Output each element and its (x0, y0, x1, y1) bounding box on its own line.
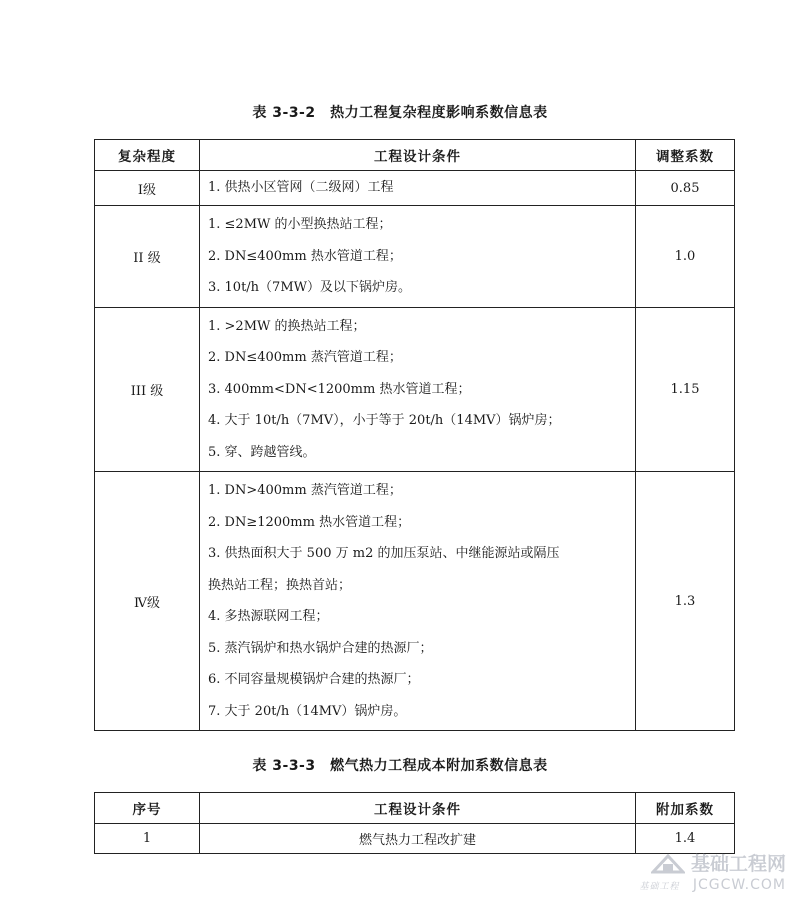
design-conditions (200, 307, 636, 472)
condition-line: 1. DN>400mm 蒸汽管道工程； (208, 483, 402, 498)
table-row (95, 472, 735, 731)
design-conditions (200, 206, 636, 308)
table-row (95, 307, 735, 472)
adjustment-coefficient: 0.85 (636, 171, 735, 206)
additional-coefficient-table (94, 792, 735, 854)
condition-line: 3. 10t/h（7MW）及以下锅炉房。 (208, 280, 411, 295)
table-row (95, 171, 735, 206)
condition-line: 1. 供热小区管网（二级网）工程 (208, 180, 394, 195)
header-number: 序号 (95, 793, 200, 824)
complexity-table (94, 139, 735, 731)
header-coefficient: 调整系数 (636, 140, 735, 171)
header-additional-coefficient: 附加系数 (636, 793, 735, 824)
adjustment-coefficient: 1.15 (636, 307, 735, 472)
complexity-level: Ⅰ级 (95, 171, 200, 206)
design-conditions (200, 472, 636, 731)
complexity-level: II 级 (95, 206, 200, 308)
header-conditions: 工程设计条件 (200, 793, 636, 824)
condition-line: 换热站工程；换热首站； (208, 577, 352, 593)
header-conditions: 工程设计条件 (200, 140, 636, 171)
watermark (639, 849, 786, 893)
watermark-small: 基础工程 (639, 882, 680, 892)
condition-line: 2. DN≤400mm 热水管道工程； (208, 248, 402, 264)
condition-line: 5. 蒸汽锅炉和热水锅炉合建的热源厂； (208, 640, 433, 656)
condition-line: 3. 400mm<DN<1200mm 热水管道工程； (208, 381, 471, 397)
header-complexity: 复杂程度 (95, 140, 200, 171)
condition-line: 1. >2MW 的换热站工程； (208, 318, 366, 334)
table1-title: 表 3-3-2 热力工程复杂程度影响系数信息表 (252, 105, 548, 121)
condition-line: 4. 大于 10t/h（7MV），小于等于 20t/h（14MV）锅炉房； (208, 413, 561, 428)
table-header-row (95, 140, 735, 171)
adjustment-coefficient: 1.0 (636, 206, 735, 308)
condition-line: 3. 供热面积大于 500 万 m2 的加压泵站、中继能源站或隔压 (208, 546, 560, 561)
table-header-row (95, 793, 735, 824)
watermark-url: JCGCW.COM (692, 877, 786, 893)
watermark-cn: 基础工程网 (690, 853, 786, 875)
design-conditions (200, 171, 636, 206)
adjustment-coefficient: 1.3 (636, 472, 735, 731)
condition-line: 6. 不同容量规模锅炉合建的热源厂； (208, 672, 420, 687)
condition-line: 5. 穿、跨越管线。 (208, 444, 316, 460)
condition-line: 7. 大于 20t/h（14MV）锅炉房。 (208, 703, 407, 719)
logo-icon (651, 852, 685, 874)
complexity-level: III 级 (95, 307, 200, 472)
table2-title: 表 3-3-3 燃气热力工程成本附加系数信息表 (252, 758, 548, 774)
complexity-level: Ⅳ级 (95, 472, 200, 731)
additional-coefficient: 1.4 (636, 824, 735, 854)
condition-line: 2. DN≤400mm 蒸汽管道工程； (208, 350, 402, 365)
row-number: 1 (95, 824, 200, 854)
condition-line: 2. DN≥1200mm 热水管道工程； (208, 514, 411, 530)
condition-line: 4. 多热源联网工程； (208, 609, 329, 624)
condition-line: 1. ≤2MW 的小型换热站工程； (208, 217, 392, 232)
table-row (95, 206, 735, 308)
design-condition: 燃气热力工程改扩建 (200, 824, 636, 854)
